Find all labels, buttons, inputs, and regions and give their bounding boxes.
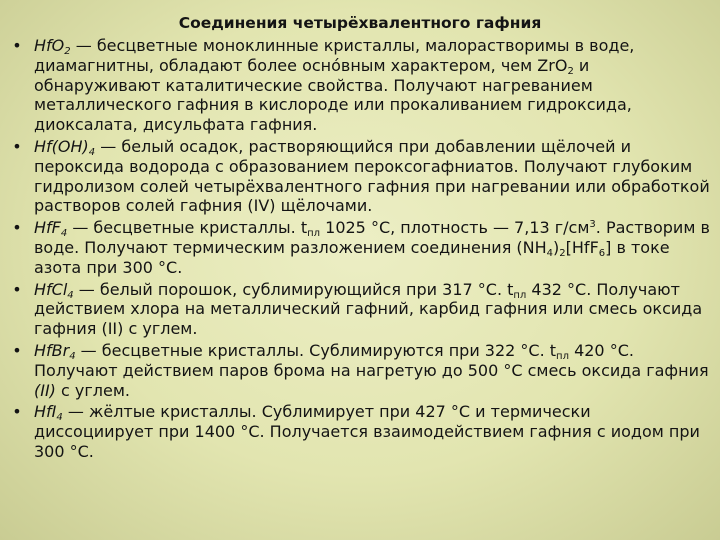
formula: HfI$_4$ (34, 402, 63, 424)
bullet-icon: • (12, 36, 22, 55)
item-text: — белый осадок, растворяющийся при добавлении щёлочей и пероксида водорода с образованием пероксогафниатов. Получают глубоким гидролизом солей четырёхвалентного гафния при нагревании или обработкой растворов солей гафния (IV) щёлочами. (34, 136, 710, 216)
item-text: — жёлтые кристаллы. Сублимирует при 427 °C и термически диссоциирует при 1400 °C. Получается взаимодействием гафния с иодом при 300 °C. (34, 402, 700, 461)
bullet-icon: • (12, 279, 22, 299)
item-text: — бесцветные моноклинные кристаллы, малорастворимы в воде, диамагнитны, обладают более осно́вным характером, чем Zr (34, 36, 635, 75)
list-item-hfoh4 (10, 137, 712, 216)
bullet-list (10, 36, 712, 464)
formula: HfCl$_4$ (34, 279, 74, 301)
bullet-icon: • (12, 340, 22, 360)
list-item-hfo2: • HfO$_2$ — бесцветные моноклинные кристаллы, малорастворимы в воде, диамагнитны, обладают более осно́вным характером, чем ZrO$_2$ и обнаруживают каталитические свойства. Получают нагреванием металлического гафния в кислороде или прокаливанием гидроксида, диоксалата, дисульфата гафния. (10, 36, 712, 135)
item-text: — бесцветные кристаллы. t (67, 218, 308, 238)
list-item-hfi4 (10, 402, 712, 461)
list-item-hfcl4: • HfCl$_4$ — белый порошок, сублимирующийся при 317 °C. $t_{пл}$ 432 °C. Получают действием хлора на металлический гафний, карбид гафния или смесь оксида гафния (II) с углем. (10, 280, 712, 339)
bullet-icon: • (12, 402, 22, 422)
slide-title: Соединения четырёхвалентного гафния (178, 14, 542, 32)
formula: HfO$_2$ (34, 36, 71, 57)
list-item-hff4: • HfF$_4$ — бесцветные кристаллы. $t_{пл}$ 1025 °C, плотность — 7,13 $г/см^3$. Растворим в воде. Получают термическим разложением соединения $(NH_4)_2[HfF_6]$ в токе азота при 300 °C. (10, 218, 712, 277)
bullet-icon: • (12, 218, 22, 238)
formula: $Hf(OH)_4$ (34, 136, 96, 158)
formula: HfF$_4$ (34, 218, 68, 240)
formula: HfBr$_4$ (34, 340, 76, 362)
bullet-icon: • (12, 136, 22, 156)
item-text: — белый порошок, сублимирующийся при 317 °C. t (73, 279, 514, 299)
item-text: — бесцветные кристаллы. Сублимируются при 322 °C. t (75, 340, 557, 360)
list-item-hfbr4: • HfBr$_4$ — бесцветные кристаллы. Сублимируются при 322 °C. $t_{пл}$ 420 °C. Получают действием паров брома на нагретую до 500 °C смесь оксида гафния (II) с углем. (10, 341, 712, 400)
